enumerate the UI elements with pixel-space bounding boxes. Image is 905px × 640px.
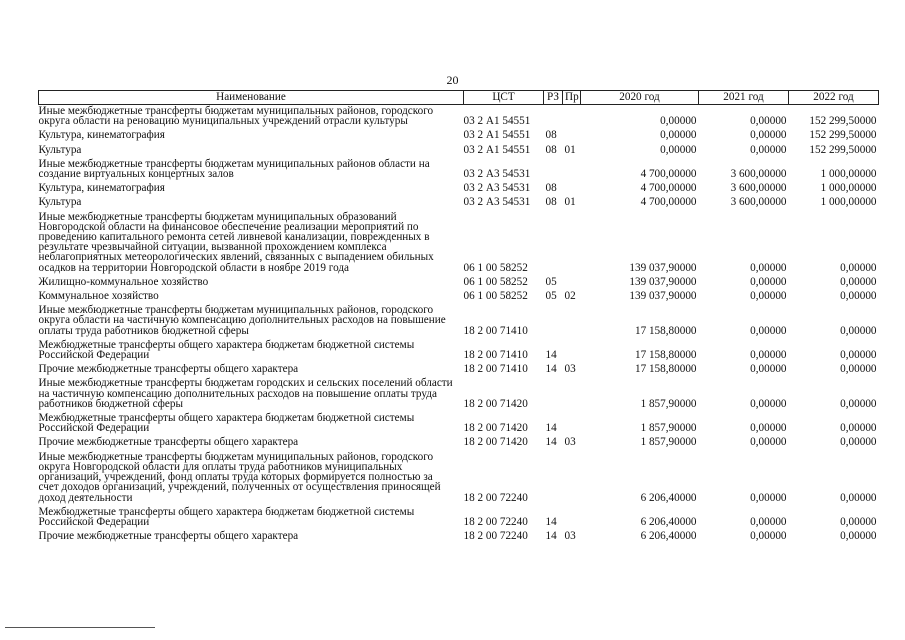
header-cst: ЦСТ (464, 91, 544, 105)
row-2020: 4 700,00000 (640, 196, 697, 209)
row-name: Культура (38, 196, 82, 209)
row-2021: 0,00000 (750, 515, 787, 528)
table-row (39, 506, 879, 530)
row-2022: 0,00000 (840, 491, 877, 504)
table-row (39, 377, 879, 412)
row-rz: 08 (545, 143, 557, 156)
row-pr (563, 211, 581, 276)
row-pr (563, 304, 581, 339)
row-2022: 0,00000 (840, 530, 877, 543)
row-rz: 14 (545, 530, 557, 543)
table-row (39, 304, 879, 339)
row-rz (544, 105, 563, 130)
row-2022: 152 299,50000 (809, 143, 877, 156)
table-row (39, 436, 879, 450)
row-pr (563, 412, 581, 436)
row-pr (563, 451, 581, 506)
row-2022: 0,00000 (840, 324, 877, 337)
row-name: Прочие межбюджетные трансферты общего характера (38, 530, 299, 543)
row-2021: 0,00000 (750, 530, 787, 543)
table-row (39, 182, 879, 196)
row-2022: 0,00000 (840, 290, 877, 303)
table-row (39, 211, 879, 276)
row-pr (563, 158, 581, 182)
row-2020: 139 037,90000 (629, 275, 697, 288)
table-row (39, 129, 879, 143)
row-2021: 0,00000 (750, 129, 787, 142)
row-rz: 05 (545, 275, 557, 288)
row-2020: 139 037,90000 (629, 261, 697, 274)
row-pr (563, 506, 581, 530)
row-2022: 0,00000 (840, 363, 877, 376)
row-name: Межбюджетные трансферты общего характера бюджетам бюджетной системы Российской Федерации (38, 412, 415, 435)
row-2022: 1 000,00000 (820, 168, 877, 181)
row-cst: 18 2 00 71410 (463, 324, 528, 337)
row-pr (563, 276, 581, 290)
row-2021: 0,00000 (750, 143, 787, 156)
row-2021: 0,00000 (750, 349, 787, 362)
row-pr: 03 (564, 436, 576, 449)
row-cst: 18 2 00 71410 (463, 349, 528, 362)
row-2020: 6 206,40000 (640, 491, 697, 504)
row-name: Коммунальное хозяйство (38, 290, 159, 303)
row-2020: 139 037,90000 (629, 290, 697, 303)
row-name: Межбюджетные трансферты общего характера бюджетам бюджетной системы Российской Федерации (38, 505, 415, 528)
header-pr: Пр (563, 91, 581, 105)
row-2021: 0,00000 (750, 290, 787, 303)
row-2022: 0,00000 (840, 422, 877, 435)
row-name: Иные межбюджетные трансферты бюджетам муниципальных районов, городского округа Новгородской области для оплаты труда работников муниципальных организаций, учреждений, фонд оплаты труда которых формируется полностью за счет доходов организаций, учреждений, полученных от осуществления приносящей доход деятельности (38, 450, 441, 504)
table-row (39, 290, 879, 304)
row-2021: 3 600,00000 (730, 196, 787, 209)
row-cst: 18 2 00 71420 (463, 436, 528, 449)
row-2020: 17 158,80000 (634, 324, 697, 337)
row-pr (563, 129, 581, 143)
table-row (39, 276, 879, 290)
header-rz: РЗ (544, 91, 563, 105)
row-pr (563, 105, 581, 130)
row-name: Иные межбюджетные трансферты бюджетам городских и сельских поселений области на частичную компенсацию дополнительных расходов на повышение оплаты труда работников бюджетной сферы (38, 377, 453, 410)
row-pr (563, 377, 581, 412)
row-2020: 4 700,00000 (640, 182, 697, 195)
row-2022: 1 000,00000 (820, 182, 877, 195)
row-2020: 0,00000 (660, 143, 697, 156)
row-2020: 17 158,80000 (634, 363, 697, 376)
row-cst: 18 2 00 72240 (463, 530, 528, 543)
row-cst: 06 1 00 58252 (463, 275, 528, 288)
row-2020: 0,00000 (660, 115, 697, 128)
table-row (39, 339, 879, 363)
row-pr: 03 (564, 530, 576, 543)
row-rz: 14 (545, 349, 557, 362)
row-cst: 06 1 00 58252 (463, 290, 528, 303)
row-rz (544, 211, 563, 276)
row-2021: 0,00000 (750, 324, 787, 337)
footer-divider (5, 627, 155, 628)
row-2020: 6 206,40000 (640, 530, 697, 543)
budget-table (38, 90, 879, 544)
header-name: Наименование (39, 91, 464, 105)
row-2022: 1 000,00000 (820, 196, 877, 209)
row-rz: 08 (545, 196, 557, 209)
row-name: Межбюджетные трансферты общего характера бюджетам бюджетной системы Российской Федерации (38, 338, 415, 362)
row-2022: 0,00000 (840, 349, 877, 362)
table-row (39, 158, 879, 182)
row-2021: 3 600,00000 (730, 168, 787, 181)
row-cst: 03 2 А3 54531 (463, 196, 531, 209)
row-rz: 08 (545, 182, 557, 195)
row-cst: 03 2 А1 54551 (463, 129, 531, 142)
row-rz (544, 158, 563, 182)
row-name: Прочие межбюджетные трансферты общего характера (38, 363, 299, 376)
row-cst: 03 2 А3 54531 (463, 168, 531, 181)
row-pr: 02 (564, 290, 576, 303)
row-2020: 0,00000 (660, 129, 697, 142)
row-cst: 03 2 А3 54531 (463, 182, 531, 195)
row-2021: 0,00000 (750, 436, 787, 449)
row-2020: 1 857,90000 (640, 397, 697, 410)
table-row (39, 105, 879, 130)
row-rz: 14 (545, 436, 557, 449)
row-2021: 0,00000 (750, 261, 787, 274)
row-name: Культура, кинематография (38, 182, 165, 195)
page-number: 20 (446, 73, 459, 87)
row-2022: 0,00000 (840, 261, 877, 274)
row-cst: 18 2 00 72240 (463, 515, 528, 528)
row-rz: 14 (545, 515, 557, 528)
row-2022: 152 299,50000 (809, 115, 877, 128)
row-name: Культура (38, 143, 82, 156)
row-rz: 08 (545, 129, 557, 142)
row-cst: 03 2 А1 54551 (463, 115, 531, 128)
row-2021: 3 600,00000 (730, 182, 787, 195)
header-2022: 2022 год (789, 91, 879, 105)
table-row (39, 451, 879, 506)
row-rz: 14 (545, 363, 557, 376)
row-name: Иные межбюджетные трансферты бюджетам муниципальных районов области на создание виртуальных концертных залов (38, 157, 430, 181)
row-2022: 0,00000 (840, 515, 877, 528)
row-pr (563, 339, 581, 363)
row-cst: 18 2 00 71410 (463, 363, 528, 376)
row-2020: 1 857,90000 (640, 436, 697, 449)
table-row (39, 530, 879, 544)
header-2021: 2021 год (699, 91, 789, 105)
header-2020: 2020 год (581, 91, 699, 105)
row-2022: 0,00000 (840, 436, 877, 449)
row-cst: 03 2 А1 54551 (463, 143, 531, 156)
row-name: Иные межбюджетные трансферты бюджетам муниципальных районов, городского округа области на реновацию муниципальных учреждений отрасли культуры (38, 105, 434, 128)
row-pr: 01 (564, 196, 576, 209)
row-2020: 4 700,00000 (640, 168, 697, 181)
row-2021: 0,00000 (750, 491, 787, 504)
row-2021: 0,00000 (750, 422, 787, 435)
row-pr (563, 182, 581, 196)
table-row (39, 412, 879, 436)
row-2022: 152 299,50000 (809, 129, 877, 142)
row-2021: 0,00000 (750, 275, 787, 288)
row-2021: 0,00000 (750, 115, 787, 128)
row-name: Культура, кинематография (38, 129, 165, 142)
row-pr: 01 (564, 143, 576, 156)
row-cst: 18 2 00 72240 (463, 491, 528, 504)
row-rz: 14 (545, 422, 557, 435)
table-row (39, 144, 879, 158)
table-row (39, 196, 879, 210)
row-name: Иные межбюджетные трансферты бюджетам муниципальных образований Новгородской области на финансовое обеспечение реализации мероприятий по проведению капитального ремонта сетей ливневой канализации, поврежденных в результате чрезвычайной ситуации, вызванной прохождением комплекса неблагоприятных метеорологических явлений, связанных с выпадением обильных осадков на территории Новгородской области в ноябре 2019 года (38, 210, 434, 274)
row-2022: 0,00000 (840, 275, 877, 288)
row-2021: 0,00000 (750, 363, 787, 376)
row-name: Прочие межбюджетные трансферты общего характера (38, 436, 299, 449)
row-cst: 18 2 00 71420 (463, 422, 528, 435)
row-cst: 06 1 00 58252 (463, 261, 528, 274)
row-name: Иные межбюджетные трансферты бюджетам муниципальных районов, городского округа области на частичную компенсацию дополнительных расходов на повышение оплаты труда работников бюджетной сферы (38, 304, 446, 337)
row-rz: 05 (545, 290, 557, 303)
row-rz (544, 377, 563, 412)
row-2022: 0,00000 (840, 397, 877, 410)
row-rz (544, 451, 563, 506)
row-2020: 17 158,80000 (634, 349, 697, 362)
row-2020: 6 206,40000 (640, 515, 697, 528)
table-header-row (39, 91, 879, 105)
row-2020: 1 857,90000 (640, 422, 697, 435)
row-pr: 03 (564, 363, 576, 376)
row-rz (544, 304, 563, 339)
row-cst: 18 2 00 71420 (463, 397, 528, 410)
row-2021: 0,00000 (750, 397, 787, 410)
row-name: Жилищно-коммунальное хозяйство (38, 275, 209, 288)
table-row (39, 363, 879, 377)
table-body (39, 105, 879, 545)
